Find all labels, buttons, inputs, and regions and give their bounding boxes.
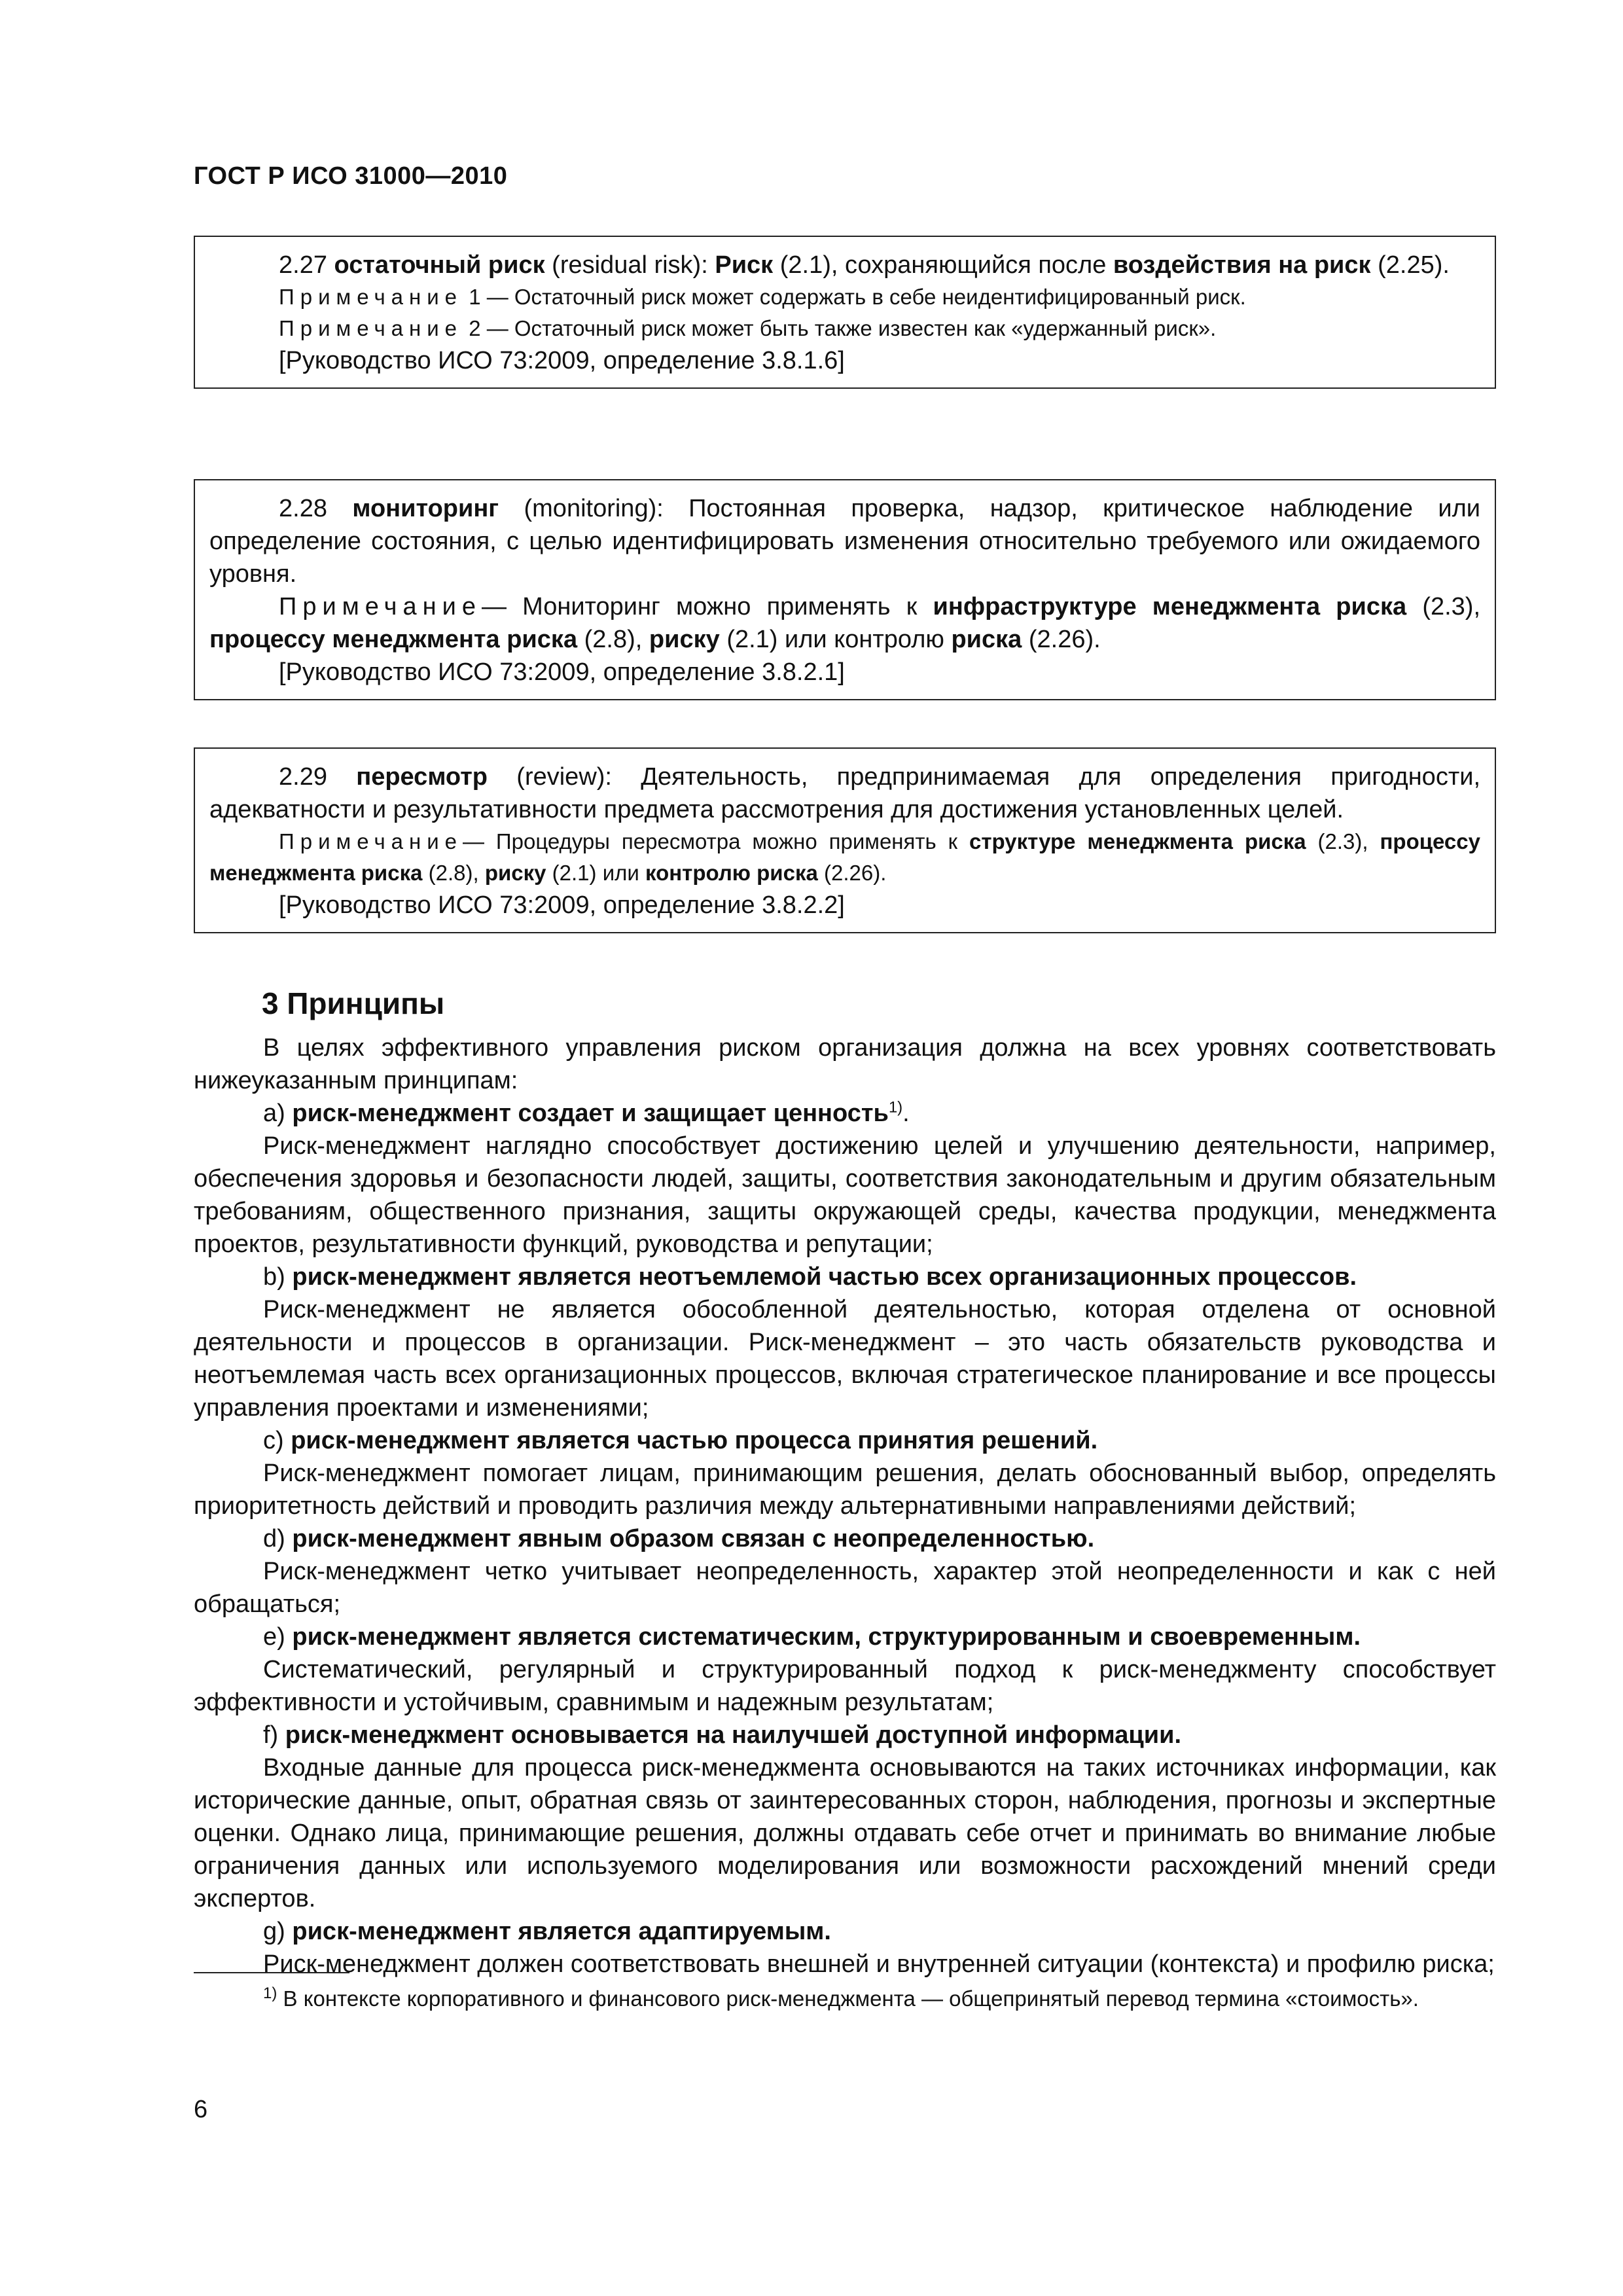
principle-text-f: Входные данные для процесса риск-менеджмента основываются на таких источниках информации, как исторические данные, опыт, обратная связь от заинтересованных сторон, наблюдения, прогнозы и экспертные оценки. Однако лица, принимающие решения, должны отдавать себе отчет и принимать во внимание любые ограничения данных или используемого моделирования или возможности расхождений мнений среди экспертов. [194, 1754, 1496, 1912]
principle-title: риск-менеджмент явным образом связан с неопределенностью. [292, 1525, 1095, 1552]
principle-text-g: Риск-менеджмент должен соответствовать внешней и внутренней ситуации (контекста) и профилю риска; [263, 1950, 1495, 1978]
principle-letter: g) [263, 1918, 285, 1945]
principle-letter: a) [263, 1100, 285, 1127]
principle-letter: b) [263, 1263, 285, 1291]
section-body [194, 1031, 1496, 1981]
ref-number: (2.26). [823, 861, 887, 885]
principle-letter: c) [263, 1427, 284, 1454]
ref-number: (2.25). [1378, 251, 1450, 279]
definition-number: 2.28 [279, 495, 327, 522]
ref-number: (2.1), сохраняющийся после [779, 251, 1107, 279]
definition-number: 2.29 [279, 763, 327, 791]
ref-term: процессу менеджмента риска [209, 626, 578, 653]
ref-term: воздействия на риск [1113, 251, 1371, 279]
note-label: Примечание [279, 316, 463, 340]
note-label: Примечание [279, 829, 463, 853]
definition-note [209, 590, 1480, 656]
principle-title: риск-менеджмент является адаптируемым. [292, 1918, 831, 1945]
note-text: 2 — Остаточный риск может быть также известен как «удержанный риск». [469, 316, 1217, 340]
definition-english: (review): [516, 763, 612, 791]
ref-number: (2.8), [584, 626, 643, 653]
principle-text-a: Риск-менеджмент наглядно способствует достижению целей и улучшению деятельности, например, обеспечения здоровья и безопасности людей, защиты, соответствия законодательным и другим обязательным требованиям, общественного признания, защиты окружающей среды, качества продукции, менеджмента проектов, результативности функций, руководства и репутации; [194, 1132, 1496, 1258]
ref-term: инфраструктуре менеджмента риска [933, 593, 1407, 620]
definition-number: 2.27 [279, 251, 327, 279]
definition-body: Постоянная проверка, надзор, критическое наблюдение или определение состояния, с целью идентифицировать изменения относительно требуемого или ожидаемого уровня. [209, 495, 1481, 588]
footnote-text [194, 1983, 1496, 2015]
ref-number: (2.3), [1317, 829, 1368, 853]
ref-term: контролю риска [645, 861, 818, 885]
principle-title-a [194, 1097, 1496, 1130]
ref-term: риску [484, 861, 546, 885]
ref-term: процессу менеджмента риска [209, 829, 1480, 885]
page-number: 6 [194, 2096, 208, 2123]
footnote-marker: 1) [888, 1098, 903, 1117]
definition-text [209, 249, 1480, 281]
principle-title-b [194, 1261, 1496, 1293]
ref-term: структуре менеджмента риска [969, 829, 1306, 853]
principle-text-b: Риск-менеджмент не является обособленной деятельностью, которая отделена от основной деятельности и процессов в организации. Риск-менеджмент – это часть обязательств руководства и неотъемлемая часть всех организационных процессов, включая стратегическое планирование и все процессы управления проектами и изменениями; [194, 1296, 1496, 1422]
principle-letter: d) [263, 1525, 285, 1552]
ref-number: (2.26). [1028, 626, 1101, 653]
definition-text [209, 492, 1480, 590]
footnote [194, 1983, 1496, 2015]
ref-number: (2.3), [1422, 593, 1481, 620]
principle-text-d: Риск-менеджмент четко учитывает неопределенность, характер этой неопределенности и как с ней обращаться; [194, 1558, 1496, 1618]
footnote-body: В контексте корпоративного и финансового риск-менеджмента — общепринятый перевод термина «стоимость». [283, 1986, 1419, 2011]
definition-term: мониторинг [352, 495, 499, 522]
note-text: — Мониторинг можно применять к [481, 593, 918, 620]
principle-title: риск-менеджмент является частью процесса принятия решений. [291, 1427, 1098, 1454]
ref-term: риску [649, 626, 720, 653]
note-label: Примечание [279, 593, 482, 620]
definition-term: остаточный риск [334, 251, 545, 279]
section-heading: 3 Принципы [262, 986, 445, 1020]
ref-number: (2.8), [428, 861, 479, 885]
note-text: — Процедуры пересмотра можно применять к [463, 829, 958, 853]
principle-letter: e) [263, 1623, 285, 1651]
principle-text-c: Риск-менеджмент помогает лицам, принимающим решения, делать обоснованный выбор, определять приоритетность действий и проводить различия между альтернативными направлениями действий; [194, 1460, 1496, 1520]
ref-number: (2.1) или [552, 861, 639, 885]
ref-term: Риск [715, 251, 774, 279]
definition-source: [Руководство ИСО 73:2009, определение 3.8.2.2] [279, 891, 845, 919]
definition-source: [Руководство ИСО 73:2009, определение 3.8.2.1] [279, 658, 845, 686]
principle-title: риск-менеджмент является неотъемлемой частью всех организационных процессов. [292, 1263, 1357, 1291]
definition-box-2-27 [194, 236, 1496, 389]
definition-term: пересмотр [356, 763, 488, 791]
principle-title-f [194, 1719, 1496, 1751]
footnote-divider [194, 1972, 349, 1973]
principle-title-e [194, 1621, 1496, 1653]
definition-note [209, 826, 1480, 889]
definition-english: (residual risk): [552, 251, 708, 279]
principle-letter: f) [263, 1721, 279, 1749]
principle-title: риск-менеджмент основывается на наилучшей доступной информации. [285, 1721, 1182, 1749]
principle-title-g [194, 1915, 1496, 1948]
definition-note [209, 313, 1480, 344]
principle-title: риск-менеджмент является систематическим, структурированным и своевременным. [292, 1623, 1361, 1651]
document-header: ГОСТ Р ИСО 31000—2010 [194, 162, 508, 190]
principle-title-tail: . [902, 1100, 910, 1127]
section-intro: В целях эффективного управления риском организация должна на всех уровнях соответствовать нижеуказанным принципам: [194, 1034, 1496, 1094]
definition-text [209, 761, 1480, 826]
ref-number: (2.1) или контролю [726, 626, 944, 653]
definition-box-2-28 [194, 479, 1496, 700]
definition-box-2-29 [194, 747, 1496, 933]
principle-text-e: Систематический, регулярный и структурированный подход к риск-менеджменту способствует эффективности и устойчивым, сравнимым и надежным результатам; [194, 1656, 1496, 1716]
principle-title-c [194, 1424, 1496, 1457]
definition-english: (monitoring): [524, 495, 664, 522]
definition-source: [Руководство ИСО 73:2009, определение 3.8.1.6] [279, 347, 845, 374]
ref-term: риска [951, 626, 1022, 653]
definition-body: Деятельность, предпринимаемая для определения пригодности, адекватности и результативности предмета рассмотрения для достижения установленных целей. [209, 763, 1481, 823]
note-text: 1 — Остаточный риск может содержать в себе неидентифицированный риск. [469, 285, 1246, 309]
note-label: Примечание [279, 285, 463, 309]
principle-title-d [194, 1522, 1496, 1555]
definition-note [209, 281, 1480, 313]
principle-title: риск-менеджмент создает и защищает ценность [292, 1100, 889, 1127]
footnote-marker: 1) [263, 1984, 277, 2002]
